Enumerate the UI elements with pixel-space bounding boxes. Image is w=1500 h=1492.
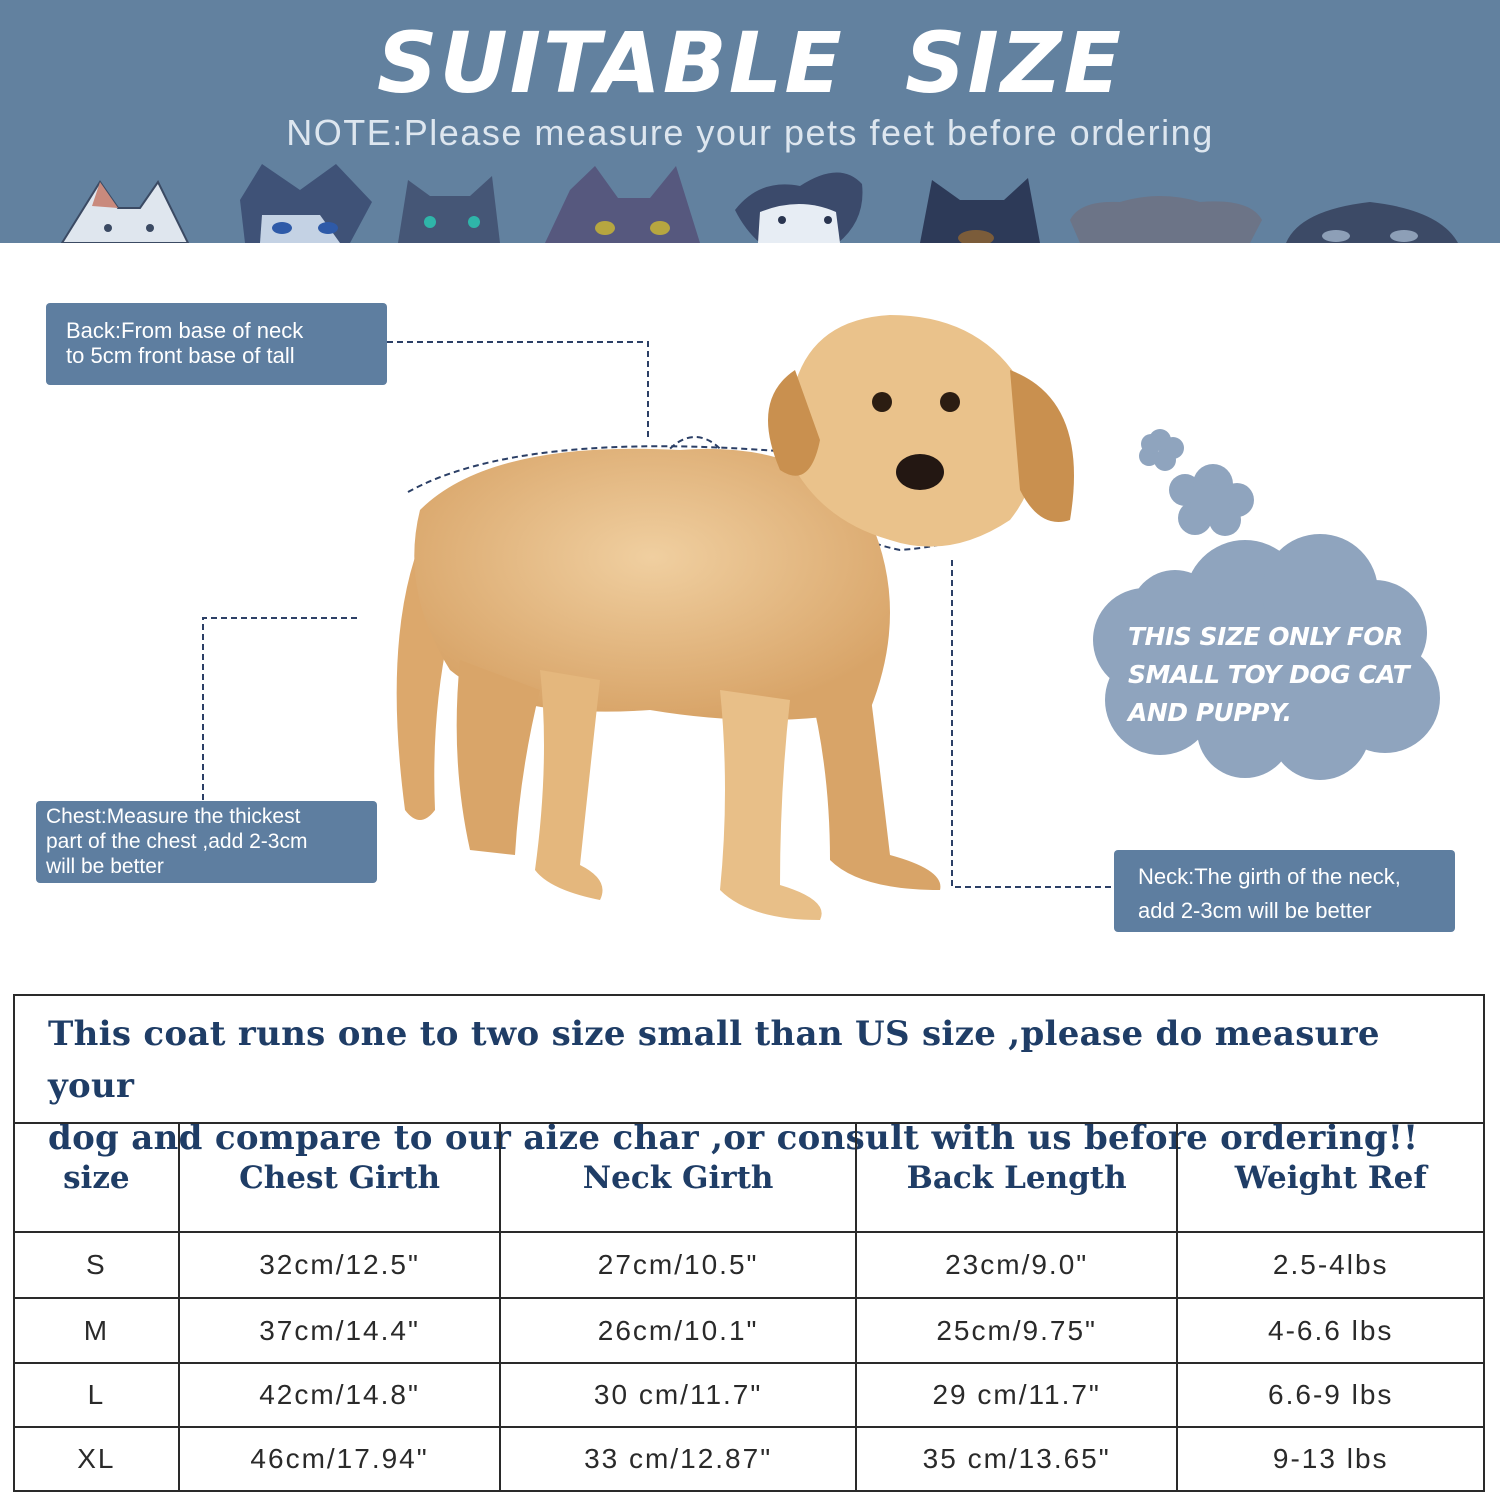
callout-line: to 5cm front base of tall [66,343,295,368]
weight-ref-cell: 6.6-9 lbs [1177,1363,1484,1427]
weight-ref-cell: 9-13 lbs [1177,1427,1484,1491]
callout-line: Chest:Measure the thickest [46,805,301,828]
callout-line: will be better [46,855,164,878]
chest-girth-cell: 42cm/14.8" [179,1363,501,1427]
size-warning-box [13,994,1485,1158]
neck-girth-cell: 30 cm/11.7" [500,1363,856,1427]
back-length-cell: 29 cm/11.7" [856,1363,1178,1427]
callout-line: part of the chest ,add 2-3cm [46,830,308,853]
neck-girth-cell: 27cm/10.5" [500,1232,856,1298]
warning-line: This coat runs one to two size small than US size ,please do measure your [48,1014,1380,1106]
thought-cloud [1085,420,1445,790]
table-row [14,1427,1484,1491]
warning-line: dog and compare to our aize char ,or consult with us before ordering!! [48,1118,1419,1158]
neck-girth-callout [1114,850,1455,932]
paw-cloud-icon [1139,429,1184,471]
measure-note: NOTE:Please measure your pets feet before ordering [286,112,1214,153]
weight-ref-cell: 4-6.6 lbs [1177,1298,1484,1363]
weight-ref-cell: 2.5-4lbs [1177,1232,1484,1298]
header-size: size [14,1123,179,1232]
cloud-line: AND PUPPY. [1128,698,1292,727]
cloud-message [1128,618,1428,732]
table-header-row [14,1123,1484,1232]
header-neck-girth: Neck Girth [500,1123,856,1232]
callout-line: add 2-3cm will be better [1138,898,1372,923]
table-row [14,1298,1484,1363]
size-cell: S [14,1232,179,1298]
cloud-line: SMALL TOY DOG CAT [1128,660,1410,689]
size-cell: M [14,1298,179,1363]
size-cell: L [14,1363,179,1427]
header-weight-ref: Weight Ref [1177,1123,1484,1232]
neck-girth-cell: 26cm/10.1" [500,1298,856,1363]
table-row [14,1232,1484,1298]
chest-girth-cell: 32cm/12.5" [179,1232,501,1298]
header-back-length: Back Length [856,1123,1178,1232]
chest-girth-cell: 37cm/14.4" [179,1298,501,1363]
callout-line: Back:From base of neck [66,318,304,343]
back-length-cell: 35 cm/13.65" [856,1427,1178,1491]
chest-girth-cell: 46cm/17.94" [179,1427,501,1491]
cloud-line: THIS SIZE ONLY FOR [1128,622,1403,651]
back-length-cell: 25cm/9.75" [856,1298,1178,1363]
table-row [14,1363,1484,1427]
size-chart-table [13,1122,1485,1492]
header-chest-girth: Chest Girth [179,1123,501,1232]
back-length-callout [46,303,387,385]
neck-girth-cell: 33 cm/12.87" [500,1427,856,1491]
paw-cloud-icon [1169,464,1254,536]
size-cell: XL [14,1427,179,1491]
callout-line: Neck:The girth of the neck, [1138,864,1401,889]
chest-girth-callout [36,801,377,883]
back-length-cell: 23cm/9.0" [856,1232,1178,1298]
puppy-image [350,290,1110,940]
page-title: SUITABLE SIZE [377,14,1123,112]
